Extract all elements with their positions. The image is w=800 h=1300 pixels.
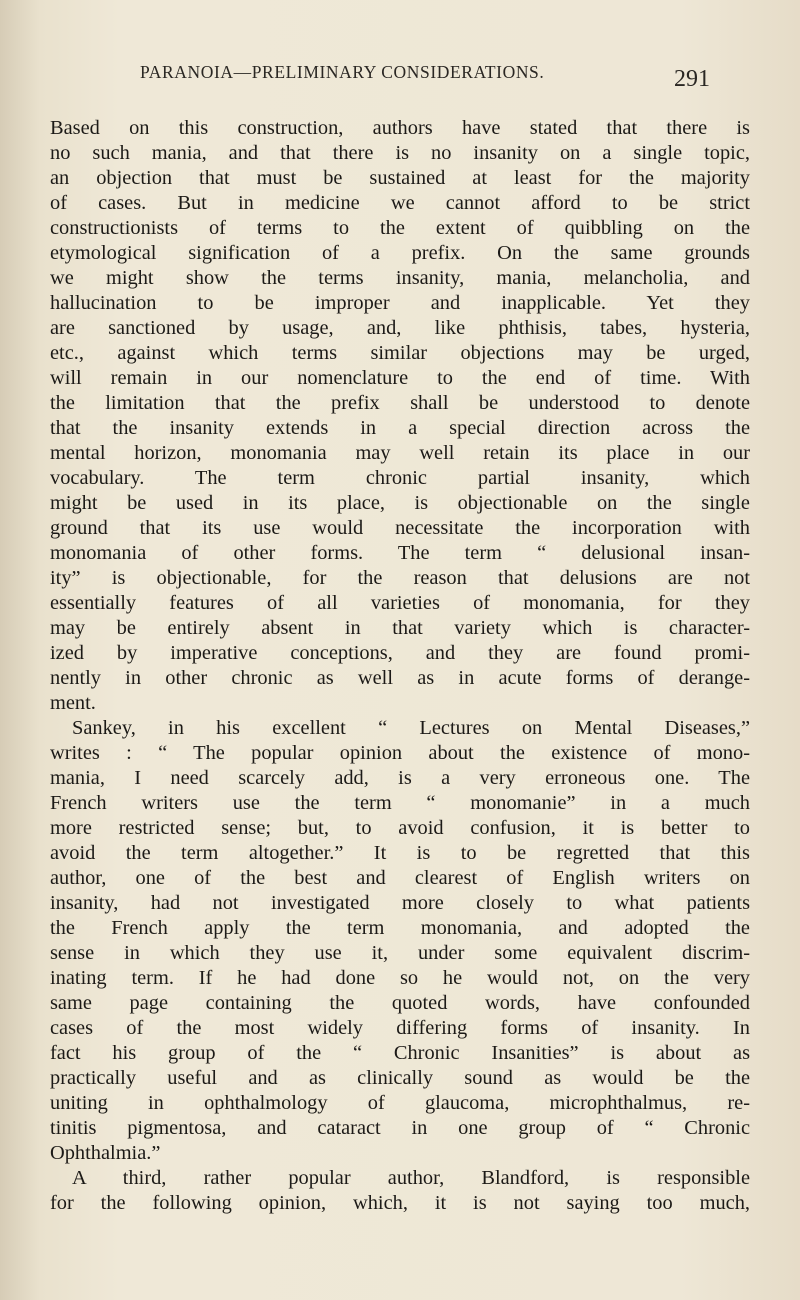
text-line: vocabulary. The term chronic partial insanity, which	[50, 467, 750, 489]
paragraph	[50, 1166, 750, 1216]
text-line: hallucination to be improper and inapplicable. Yet they	[50, 292, 750, 314]
text-line: French writers use the term “ monomanie” in a much	[50, 792, 750, 814]
text-line: might be used in its place, is objectionable on the single	[50, 492, 750, 514]
paragraph	[50, 116, 750, 716]
page-number: 291	[674, 66, 710, 92]
text-line: are sanctioned by usage, and, like phthisis, tabes, hysteria,	[50, 317, 750, 339]
running-title: PARANOIA—PRELIMINARY CONSIDERATIONS.	[140, 62, 545, 82]
text-line: ity” is objectionable, for the reason that delusions are not	[50, 567, 750, 589]
text-line: that the insanity extends in a special direction across the	[50, 417, 750, 439]
text-line: writes : “ The popular opinion about the existence of mono-	[50, 742, 750, 764]
text-line: author, one of the best and clearest of English writers on	[50, 867, 750, 889]
text-line: of cases. But in medicine we cannot afford to be strict	[50, 192, 750, 214]
text-line: the French apply the term monomania, and adopted the	[50, 917, 750, 939]
text-line: etc., against which terms similar objections may be urged,	[50, 342, 750, 364]
text-line: we might show the terms insanity, mania, melancholia, and	[50, 267, 750, 289]
text-line: constructionists of terms to the extent of quibbling on the	[50, 217, 750, 239]
paragraph	[50, 716, 750, 1166]
text-line: same page containing the quoted words, have confounded	[50, 992, 750, 1014]
text-line: will remain in our nomenclature to the end of time. With	[50, 367, 750, 389]
text-line: essentially features of all varieties of monomania, for they	[50, 592, 750, 614]
text-line: tinitis pigmentosa, and cataract in one group of “ Chronic	[50, 1117, 750, 1139]
text-line: mental horizon, monomania may well retain its place in our	[50, 442, 750, 464]
text-line: ized by imperative conceptions, and they are found promi-	[50, 642, 750, 664]
text-line: monomania of other forms. The term “ delusional insan-	[50, 542, 750, 564]
text-line: ground that its use would necessitate the incorporation with	[50, 517, 750, 539]
text-line: uniting in ophthalmology of glaucoma, microphthalmus, re-	[50, 1092, 750, 1114]
text-line: Sankey, in his excellent “ Lectures on Mental Diseases,”	[72, 717, 750, 739]
text-line: practically useful and as clinically sound as would be the	[50, 1067, 750, 1089]
text-line: an objection that must be sustained at least for the majority	[50, 167, 750, 189]
text-line: nently in other chronic as well as in acute forms of derange-	[50, 667, 750, 689]
text-line: avoid the term altogether.” It is to be regretted that this	[50, 842, 750, 864]
text-line: may be entirely absent in that variety which is character-	[50, 617, 750, 639]
text-line: ment.	[50, 692, 96, 714]
text-line: cases of the most widely differing forms of insanity. In	[50, 1017, 750, 1039]
text-line: sense in which they use it, under some equivalent discrim-	[50, 942, 750, 964]
text-line: mania, I need scarcely add, is a very erroneous one. The	[50, 767, 750, 789]
text-line: inating term. If he had done so he would not, on the very	[50, 967, 750, 989]
text-line: Ophthalmia.”	[50, 1142, 161, 1164]
text-line: the limitation that the prefix shall be understood to denote	[50, 392, 750, 414]
text-line: etymological signification of a prefix. On the same grounds	[50, 242, 750, 264]
text-line: A third, rather popular author, Blandford, is responsible	[72, 1167, 750, 1189]
text-line: Based on this construction, authors have stated that there is	[50, 117, 750, 139]
text-line: for the following opinion, which, it is not saying too much,	[50, 1192, 750, 1214]
text-line: fact his group of the “ Chronic Insanities” is about as	[50, 1042, 750, 1064]
text-line: more restricted sense; but, to avoid confusion, it is better to	[50, 817, 750, 839]
text-line: no such mania, and that there is no insanity on a single topic,	[50, 142, 750, 164]
text-line: insanity, had not investigated more closely to what patients	[50, 892, 750, 914]
body-text	[50, 116, 750, 1216]
